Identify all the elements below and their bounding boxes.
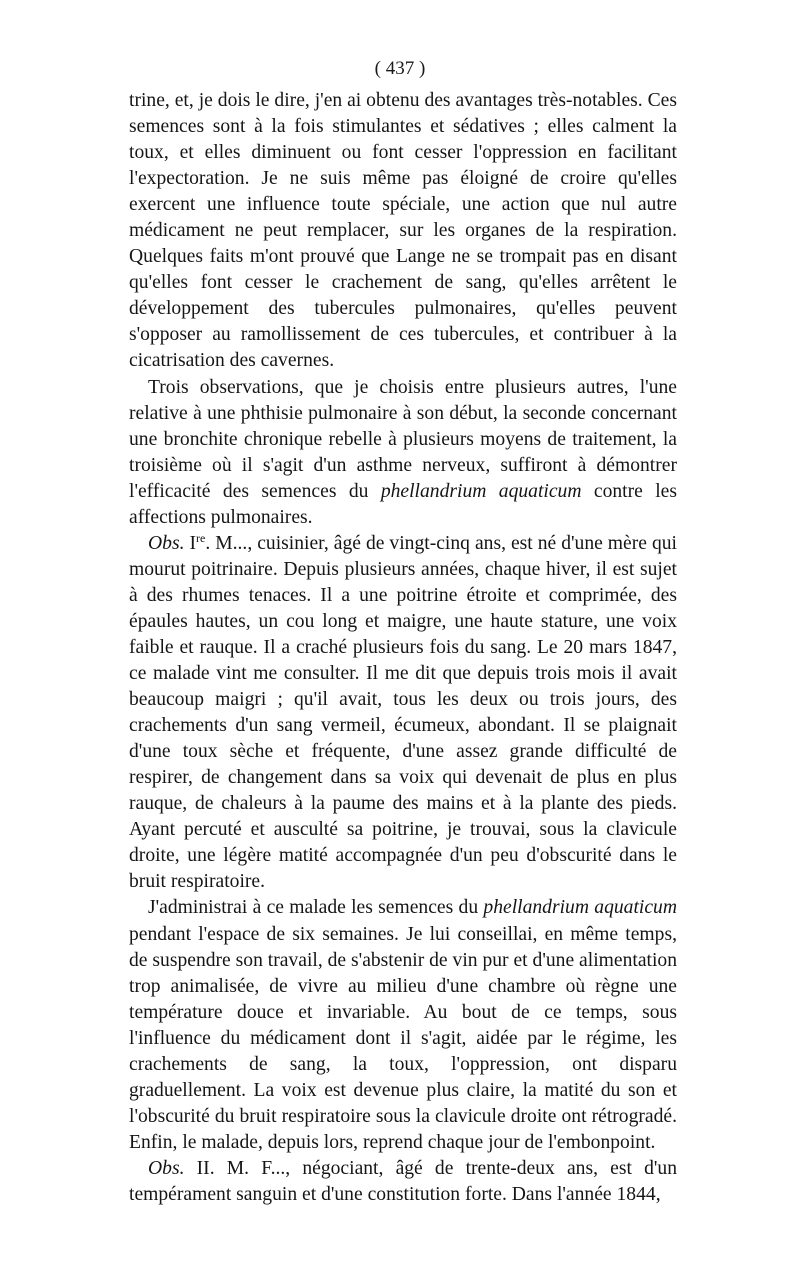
paragraph-2-text-start: Trois observations, que je choisis entre plusieurs autres, l'une relative à une phthisie pulmonaire à son début, la seconde concernant une bronchite chronique rebelle à plusieurs moyens de traitement, la troisième où il s'agit d'un asthme nerveux, suffiront à démontrer l'efficacité des semences du [129,376,677,502]
page-number: ( 437 ) [374,58,426,79]
species-name: phellandrium aquaticum [380,480,582,502]
observation-1 [129,531,677,896]
paragraph-1: trine, et, je dois le dire, j'en ai obtenu des avantages très-notables. Ces semences sont à la fois stimulantes et sédatives ; elles calment la toux, et elles diminuent ou font cesser l'oppression en facilitant l'expectoration. Je ne suis même pas éloigné de croire qu'elles exercent une influence toute spéciale, une action que nul autre médicament ne peut remplacer, sur les organes de la respiration. Quelques faits m'ont prouvé que Lange ne se trompait pas en disant qu'elles font cesser le crachement de sang, qu'elles arrêtent le développement des tubercules pulmonaires, qu'elles peuvent s'opposer au ramollissement de ces tubercules, et contribuer à la cicatrisation des cavernes. [129,90,677,372]
observation-2-label: Obs. [148,1157,185,1179]
paragraph-2-text-end: contre les affections pulmonaires. [129,480,677,528]
observation-1-label: Obs. [148,532,185,554]
paragraph-4 [129,895,677,1155]
species-name-2: phellandrium aquaticum [483,897,677,919]
observation-1-numeral: I [184,532,196,554]
observation-2 [129,1156,677,1208]
body-text [129,88,677,1208]
observation-1-superscript: re [196,530,206,545]
paragraph-2 [129,375,677,531]
observation-2-text: II. M. F..., négociant, âgé de trente-deux ans, est d'un tempérament sanguin et d'une constitution forte. Dans l'année 1844, [129,1157,677,1205]
paragraph-4-text-end: pendant l'espace de six semaines. Je lui conseillai, en même temps, de suspendre son travail, de s'abstenir de vin pur et d'une alimentation trop animalisée, de vivre au milieu d'une chambre où règne une température douce et invariable. Au bout de ce temps, sous l'influence du médicament dont il s'agit, aidée par le régime, les crachements de sang, la toux, l'oppression, ont disparu graduellement. La voix est devenue plus claire, la matité du son et l'obscurité du bruit respiratoire sous la clavicule droite ont rétrogradé. Enfin, le malade, depuis lors, reprend chaque jour de l'embonpoint. [129,923,677,1153]
paragraph-4-text-start: J'administrai à ce malade les semences du [148,897,484,919]
observation-1-text: . M..., cuisinier, âgé de vingt-cinq ans, est né d'une mère qui mourut poitrinaire. Depuis plusieurs années, chaque hiver, il est sujet à des rhumes tenaces. Il a une poitrine étroite et comprimée, des épaules hautes, un cou long et maigre, une haute stature, une voix faible et rauque. Il a craché plusieurs fois du sang. Le 20 mars 1847, ce malade vint me consulter. Il me dit que depuis trois mois il avait beaucoup maigri ; qu'il avait, tous les deux ou trois jours, des crachements d'un sang vermeil, écumeux, abondant. Il se plaignait d'une toux sèche et fréquente, d'une assez grande difficulté de respirer, de changement dans sa voix qui devenait de plus en plus rauque, de chaleurs à la paume des mains et à la plante des pieds. Ayant percuté et ausculté sa poitrine, je trouvai, sous la clavicule droite, une légère matité accompagnée d'un peu d'obscurité dans le bruit respiratoire. [129,532,677,893]
